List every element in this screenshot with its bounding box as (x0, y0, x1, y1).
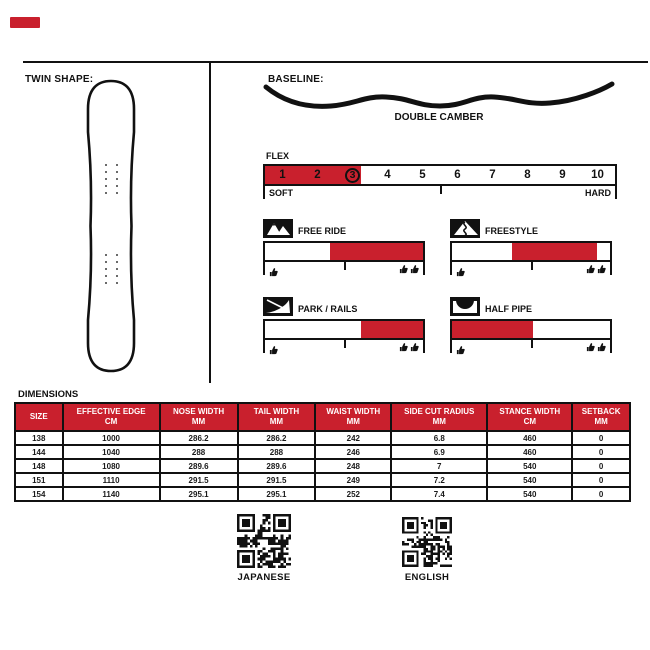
top-divider-line (23, 61, 648, 63)
table-cell: 540 (487, 487, 572, 501)
flex-numbers (265, 166, 615, 184)
table-cell: 1000 (63, 431, 160, 445)
flex-number-6: 6 (454, 169, 461, 181)
center-tick (344, 340, 346, 348)
column-header: EFFECTIVE EDGE CM (63, 403, 160, 431)
table-cell: 0 (572, 473, 630, 487)
flex-number-8: 8 (524, 169, 531, 181)
column-header: STANCE WIDTH CM (487, 403, 572, 431)
snowboard-outline (83, 78, 139, 374)
table-cell: 540 (487, 459, 572, 473)
table-cell: 291.5 (160, 473, 238, 487)
park-rails-red-segment (361, 321, 423, 338)
ability-label: HALF PIPE (485, 304, 533, 314)
table-cell: 288 (238, 445, 316, 459)
insert-dots-front (105, 164, 118, 194)
table-cell: 7.2 (391, 473, 487, 487)
double-thumb-up-icon (399, 264, 419, 274)
qr-code-english (402, 517, 452, 567)
flex-center-tick (440, 186, 442, 194)
ability-label: PARK / RAILS (298, 304, 358, 314)
flex-number-9: 9 (559, 169, 566, 181)
double-thumb-up-icon (586, 264, 606, 274)
freestyle-rating-bar (450, 241, 612, 262)
table-cell: 246 (315, 445, 391, 459)
park-rails-rating-bar (263, 319, 425, 340)
table-cell: 248 (315, 459, 391, 473)
freestyle-icon (450, 219, 480, 238)
center-tick (344, 262, 346, 270)
table-cell: 286.2 (160, 431, 238, 445)
table-cell: 6.9 (391, 445, 487, 459)
ability-freestyle (450, 218, 612, 275)
half-pipe-red-segment (452, 321, 533, 338)
table-cell: 148 (15, 459, 63, 473)
table-cell: 252 (315, 487, 391, 501)
half-pipe-scale-footer (450, 340, 612, 353)
table-row (15, 431, 630, 445)
dimensions-label: DIMENSIONS (18, 389, 79, 400)
table-cell: 295.1 (238, 487, 316, 501)
column-header: WAIST WIDTH MM (315, 403, 391, 431)
table-cell: 291.5 (238, 473, 316, 487)
column-header: SIZE (15, 403, 63, 431)
flex-label: FLEX (266, 151, 290, 161)
table-cell: 295.1 (160, 487, 238, 501)
flex-number-10: 10 (591, 169, 604, 181)
free-ride-rating-bar (263, 241, 425, 262)
column-header: NOSE WIDTH MM (160, 403, 238, 431)
table-row (15, 473, 630, 487)
thumb-up-icon (269, 264, 278, 282)
flex-number-2: 2 (314, 169, 321, 181)
table-cell: 1080 (63, 459, 160, 473)
dimensions-header-row (15, 403, 630, 431)
double-camber-profile (263, 80, 615, 112)
twin-shape-label: TWIN SHAPE: (25, 74, 94, 85)
flex-number-7: 7 (489, 169, 496, 181)
table-cell: 6.8 (391, 431, 487, 445)
thumb-up-icon (456, 264, 465, 282)
park-rails-scale-footer (263, 340, 425, 353)
table-row (15, 487, 630, 501)
freeride-mountains-icon (263, 219, 293, 238)
table-cell: 249 (315, 473, 391, 487)
ability-label: FREESTYLE (485, 226, 539, 236)
double-camber-caption: DOUBLE CAMBER (394, 112, 484, 123)
ability-half-pipe (450, 296, 612, 353)
table-cell: 288 (160, 445, 238, 459)
free-ride-scale-footer (263, 262, 425, 275)
table-cell: 151 (15, 473, 63, 487)
dimensions-table (14, 402, 631, 502)
qr-label-english: ENGLISH (404, 572, 450, 583)
table-cell: 7 (391, 459, 487, 473)
flex-number-5: 5 (419, 169, 426, 181)
ability-park-rails (263, 296, 425, 353)
column-header: SETBACK MM (572, 403, 630, 431)
ability-label: FREE RIDE (298, 226, 347, 236)
vertical-divider-line (209, 61, 211, 383)
table-row (15, 445, 630, 459)
double-thumb-up-icon (399, 342, 419, 352)
table-cell: 1040 (63, 445, 160, 459)
column-header: SIDE CUT RADIUS MM (391, 403, 487, 431)
table-cell: 242 (315, 431, 391, 445)
table-cell: 289.6 (238, 459, 316, 473)
table-cell: 0 (572, 445, 630, 459)
table-cell: 154 (15, 487, 63, 501)
table-cell: 0 (572, 459, 630, 473)
park-rails-icon (263, 297, 293, 316)
center-tick (531, 262, 533, 270)
table-cell: 138 (15, 431, 63, 445)
half-pipe-rating-bar (450, 319, 612, 340)
insert-dots-back (105, 254, 118, 284)
flex-scale-bar (263, 164, 617, 186)
ability-free-ride (263, 218, 425, 275)
half-pipe-icon (450, 297, 480, 316)
thumb-up-icon (456, 342, 465, 360)
baseline-label: BASELINE: (268, 74, 324, 85)
freestyle-scale-footer (450, 262, 612, 275)
table-row (15, 459, 630, 473)
soft-label: SOFT (269, 188, 293, 198)
table-cell: 460 (487, 431, 572, 445)
table-cell: 1110 (63, 473, 160, 487)
flex-ruler (263, 186, 617, 199)
dimensions-body (15, 431, 630, 501)
table-cell: 1140 (63, 487, 160, 501)
qr-label-japanese: JAPANESE (237, 572, 291, 583)
flex-number-1: 1 (279, 169, 286, 181)
table-cell: 144 (15, 445, 63, 459)
table-cell: 460 (487, 445, 572, 459)
flex-number-4: 4 (384, 169, 391, 181)
hard-label: HARD (585, 188, 611, 198)
column-header: TAIL WIDTH MM (238, 403, 316, 431)
table-cell: 0 (572, 487, 630, 501)
table-cell: 0 (572, 431, 630, 445)
table-cell: 540 (487, 473, 572, 487)
center-tick (531, 340, 533, 348)
table-cell: 289.6 (160, 459, 238, 473)
flex-number-3: 3 (335, 166, 370, 184)
double-thumb-up-icon (586, 342, 606, 352)
free-ride-red-segment (330, 243, 423, 260)
table-cell: 286.2 (238, 431, 316, 445)
brand-logo (10, 17, 40, 28)
thumb-up-icon (269, 342, 278, 360)
freestyle-red-segment (512, 243, 597, 260)
table-cell: 7.4 (391, 487, 487, 501)
qr-code-japanese (237, 514, 291, 568)
